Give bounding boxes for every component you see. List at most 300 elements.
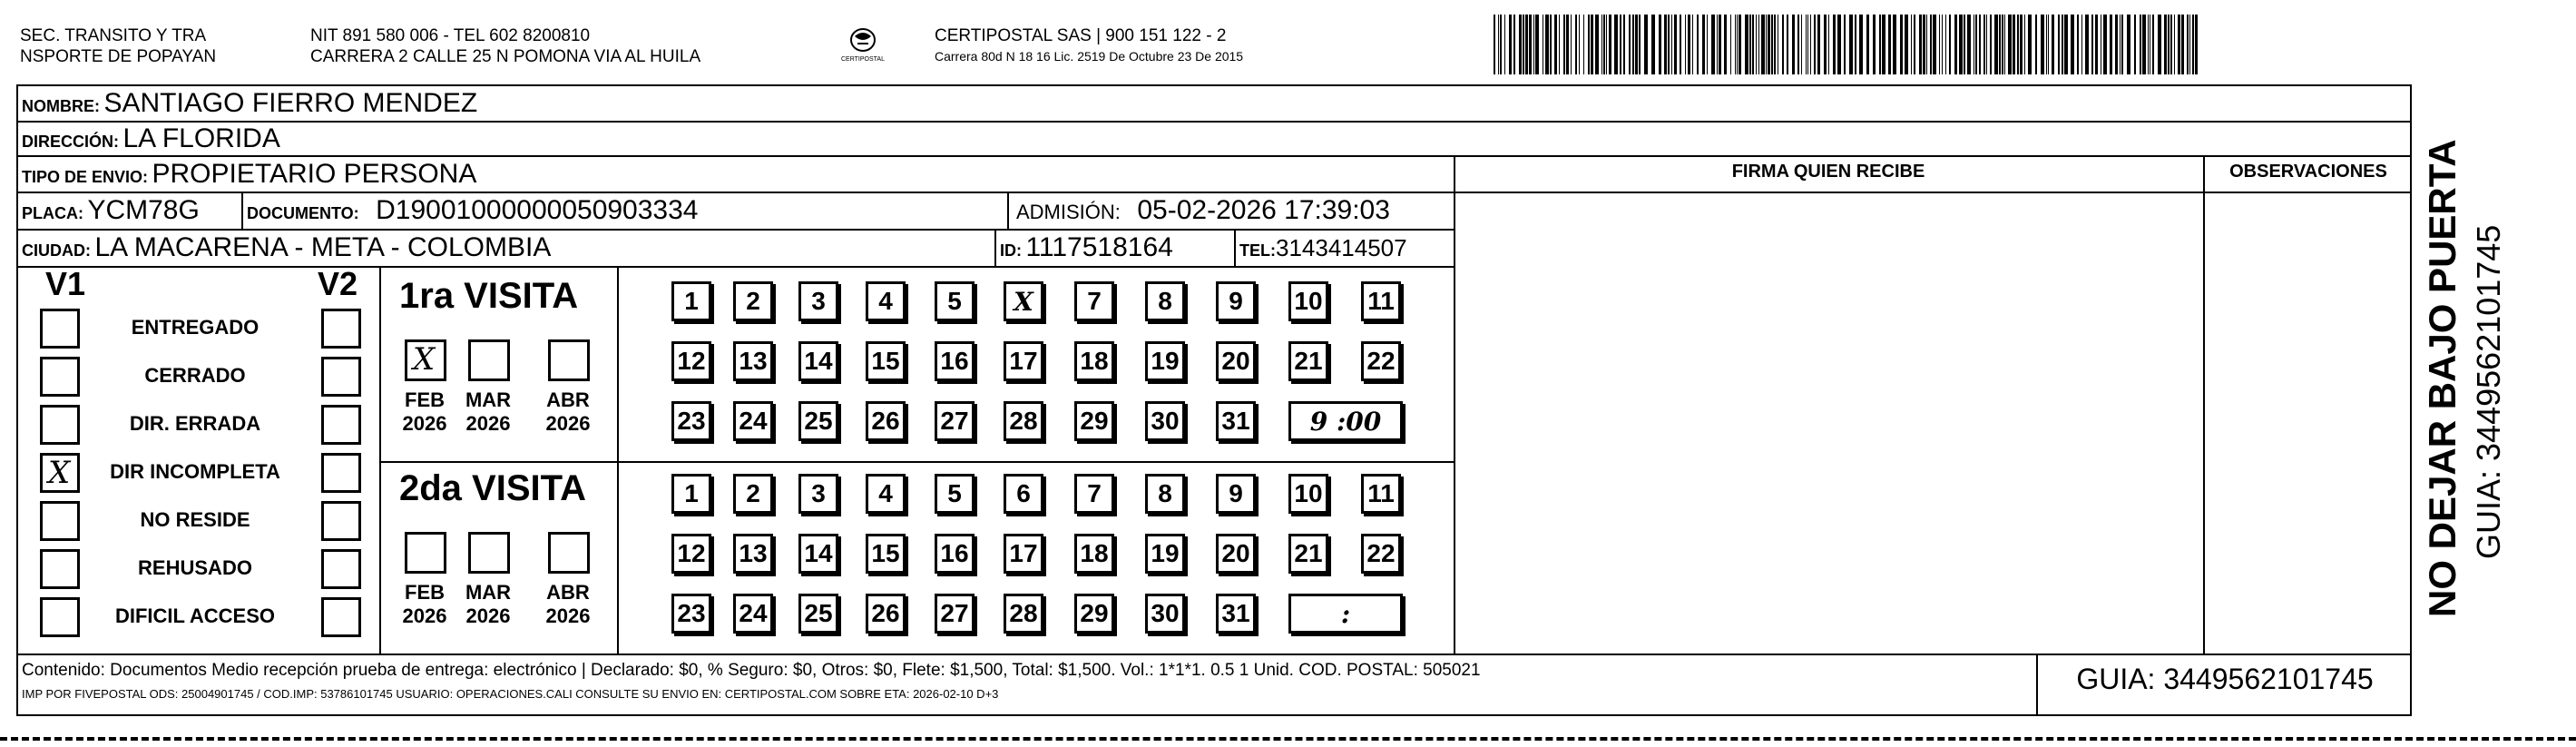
barcode-bar: [2071, 15, 2074, 74]
barcode-bar: [2085, 15, 2089, 74]
tel-row: [1239, 234, 1407, 262]
barcode-bar: [2103, 15, 2107, 74]
barcode-bar: [1571, 15, 1572, 74]
visit1-year-label: 2026: [545, 412, 591, 435]
visit2-day-box[interactable]: 14: [798, 534, 838, 574]
barcode-bar: [2148, 15, 2149, 74]
barcode-bar: [1774, 15, 1776, 74]
barcode-bar: [1967, 15, 1971, 74]
barcode-bar: [1787, 15, 1788, 74]
barcode-bar: [1719, 15, 1721, 74]
barcode: [1494, 15, 2201, 74]
visit1-day-box[interactable]: 7: [1074, 281, 1114, 321]
barcode-bar: [2168, 15, 2170, 74]
divider: [16, 229, 1454, 231]
barcode-bar: [1533, 15, 1534, 74]
visit1-title: 1ra VISITA: [399, 276, 579, 316]
observaciones-label: OBSERVACIONES: [2229, 162, 2387, 182]
visit1-day-box[interactable]: 3: [798, 281, 838, 321]
barcode-bar: [2008, 15, 2012, 74]
visit1-day-box[interactable]: X: [1004, 281, 1043, 321]
visit2-month-label: ABR: [546, 581, 590, 604]
barcode-bar: [1525, 15, 1528, 74]
visit1-day-box[interactable]: 10: [1288, 281, 1328, 321]
divider: [1454, 192, 2412, 193]
visit2-day-box[interactable]: 28: [1004, 594, 1043, 634]
visit1-day-box[interactable]: 15: [866, 341, 906, 381]
visit1-day-box[interactable]: 18: [1074, 341, 1114, 381]
cut-line: [0, 737, 2576, 741]
barcode-bar: [1926, 15, 1927, 74]
barcode-bar: [2120, 15, 2121, 74]
barcode-bar: [1814, 15, 1816, 74]
visit1-month-checkbox[interactable]: [405, 339, 446, 381]
visit1-day-box[interactable]: 30: [1145, 401, 1185, 441]
barcode-bar: [1761, 15, 1765, 74]
barcode-bar: [2024, 15, 2025, 74]
visit1-day-box[interactable]: 17: [1004, 341, 1043, 381]
admision-value: 05-02-2026 17:39:03: [1137, 195, 1390, 225]
visit1-month-checkbox[interactable]: [468, 339, 510, 381]
barcode-bar: [1855, 15, 1856, 74]
visit2-day-box[interactable]: 2: [733, 474, 773, 514]
barcode-bar: [2187, 15, 2189, 74]
barcode-bar: [1579, 15, 1580, 74]
barcode-bar: [1749, 15, 1751, 74]
barcode-bar: [1919, 15, 1922, 74]
barcode-bar: [2004, 15, 2005, 74]
visit1-day-box[interactable]: 8: [1145, 281, 1185, 321]
visit1-day-box[interactable]: 13: [733, 341, 773, 381]
placa-value: YCM78G: [87, 195, 200, 225]
barcode-bar: [1498, 15, 1499, 74]
barcode-bar: [2091, 15, 2093, 74]
barcode-bar: [1893, 15, 1896, 74]
v1-checkbox[interactable]: [40, 549, 80, 589]
barcode-bar: [1609, 15, 1611, 74]
barcode-bar: [2181, 15, 2184, 74]
visit1-day-box[interactable]: 16: [935, 341, 975, 381]
divider: [617, 267, 619, 654]
barcode-bar: [2121, 15, 2123, 74]
documento-value: D19001000000050903334: [376, 195, 699, 225]
firma-label: FIRMA QUIEN RECIBE: [1731, 162, 1925, 182]
barcode-bar: [1644, 15, 1648, 74]
visit2-year-label: 2026: [402, 604, 447, 627]
visit2-day-box[interactable]: 7: [1074, 474, 1114, 514]
status-label: CERRADO: [144, 364, 246, 387]
barcode-bar: [1756, 15, 1757, 74]
visit2-day-box[interactable]: 23: [671, 594, 711, 634]
visit2-day-box[interactable]: 21: [1288, 534, 1328, 574]
divider: [16, 192, 1454, 193]
barcode-bar: [1504, 15, 1505, 74]
barcode-bar: [2002, 15, 2003, 74]
barcode-bar: [1685, 15, 1686, 74]
placa-label: PLACA:: [22, 204, 83, 222]
visit2-day-box[interactable]: 18: [1074, 534, 1114, 574]
status-label: REHUSADO: [138, 556, 252, 579]
barcode-bar: [1545, 15, 1549, 74]
carrier-line-2: Carrera 80d N 18 16 Lic. 2519 De Octubre 23 De 2015: [935, 49, 1244, 64]
divider: [16, 155, 2412, 157]
barcode-bar: [1954, 15, 1957, 74]
visit1-day-box[interactable]: 23: [671, 401, 711, 441]
visit1-month-label: MAR: [465, 388, 512, 411]
status-label: DIR. ERRADA: [129, 412, 261, 435]
id-label: ID:: [1000, 241, 1022, 260]
ciudad-value: LA MACARENA - META - COLOMBIA: [94, 232, 552, 262]
barcode-bar: [1595, 15, 1599, 74]
visit2-day-box[interactable]: 11: [1361, 474, 1401, 514]
visit1-day-box[interactable]: 11: [1361, 281, 1401, 321]
divider: [1007, 192, 1009, 229]
barcode-bar: [1964, 15, 1965, 74]
visit2-day-box[interactable]: 4: [866, 474, 906, 514]
barcode-bar: [1758, 15, 1759, 74]
barcode-bar: [1629, 15, 1631, 74]
barcode-bar: [1888, 15, 1891, 74]
barcode-bar: [1873, 15, 1876, 74]
barcode-bar: [1824, 15, 1827, 74]
barcode-bar: [1513, 15, 1515, 74]
barcode-bar: [2164, 15, 2167, 74]
visit2-day-box[interactable]: 19: [1145, 534, 1185, 574]
barcode-bar: [2158, 15, 2161, 74]
documento-row: [247, 195, 698, 226]
divider: [241, 192, 243, 229]
barcode-bar: [1735, 15, 1736, 74]
barcode-bar: [2046, 15, 2047, 74]
certipostal-logo: [835, 24, 891, 69]
barcode-bar: [1844, 15, 1846, 74]
visit2-day-box[interactable]: 29: [1074, 594, 1114, 634]
barcode-bar: [1739, 15, 1741, 74]
barcode-bar: [2195, 15, 2198, 74]
divider: [1454, 156, 1455, 654]
barcode-bar: [1707, 15, 1708, 74]
visit1-time-box[interactable]: 9 :00: [1288, 401, 1403, 441]
barcode-bar: [1752, 15, 1754, 74]
visit1-day-box[interactable]: 31: [1216, 401, 1256, 441]
barcode-bar: [1975, 15, 1977, 74]
visit1-day-box[interactable]: 27: [935, 401, 975, 441]
visit2-day-box[interactable]: 25: [798, 594, 838, 634]
visit2-day-box[interactable]: 22: [1361, 534, 1401, 574]
barcode-bar: [1554, 15, 1557, 74]
visit1-day-box[interactable]: 22: [1361, 341, 1401, 381]
barcode-bar: [1923, 15, 1925, 74]
admision-row: [1016, 195, 1390, 226]
visit1-month-label: FEB: [405, 388, 445, 411]
tipo-row: [22, 159, 476, 190]
barcode-bar: [1939, 15, 1940, 74]
barcode-bar: [1979, 15, 1981, 74]
barcode-bar: [1659, 15, 1661, 74]
barcode-bar: [1905, 15, 1908, 74]
barcode-bar: [1911, 15, 1912, 74]
v2-checkbox[interactable]: [321, 549, 361, 589]
visit1-day-box[interactable]: 26: [866, 401, 906, 441]
visit1-month-checkbox[interactable]: [548, 339, 590, 381]
barcode-bar: [2013, 15, 2015, 74]
footer-line-2: IMP POR FIVEPOSTAL ODS: 25004901745 / COD.IMP: 53786101745 USUARIO: OPERACIONES.CALI CONSULTE SU ENVIO EN: CERTIPOSTAL.COM SOBRE ETA: 2026-02-10 D+3: [22, 687, 999, 701]
barcode-bar: [1983, 15, 1985, 74]
divider: [379, 267, 381, 654]
visit1-day-box[interactable]: 21: [1288, 341, 1328, 381]
barcode-bar: [1651, 15, 1655, 74]
tipo-value: PROPIETARIO PERSONA: [152, 159, 477, 189]
barcode-bar: [1606, 15, 1607, 74]
divider: [2203, 156, 2205, 654]
visit1-day-box[interactable]: 24: [733, 401, 773, 441]
barcode-bar: [1529, 15, 1532, 74]
tipo-label: TIPO DE ENVIO:: [22, 168, 149, 186]
ciudad-label: CIUDAD:: [22, 241, 91, 260]
visit2-month-checkbox[interactable]: [468, 532, 510, 574]
visit2-day-box[interactable]: 5: [935, 474, 975, 514]
visit2-day-box[interactable]: 17: [1004, 534, 1043, 574]
barcode-bar: [2077, 15, 2079, 74]
visit1-year-label: 2026: [465, 412, 511, 435]
barcode-bar: [1614, 15, 1618, 74]
v2-label: V2: [318, 265, 358, 302]
barcode-bar: [1737, 15, 1738, 74]
divider: [381, 461, 1454, 463]
visit1-day-box[interactable]: 5: [935, 281, 975, 321]
visit2-day-box[interactable]: 6: [1004, 474, 1043, 514]
v1-checkbox[interactable]: [40, 309, 80, 349]
visit1-day-box[interactable]: 2: [733, 281, 773, 321]
divider: [16, 121, 2412, 123]
barcode-bar: [1807, 15, 1808, 74]
visit2-day-box[interactable]: 26: [866, 594, 906, 634]
v2-checkbox[interactable]: [321, 309, 361, 349]
barcode-bar: [1810, 15, 1811, 74]
barcode-bar: [2020, 15, 2023, 74]
barcode-bar: [1828, 15, 1829, 74]
barcode-bar: [1697, 15, 1699, 74]
divider: [994, 230, 996, 266]
visit1-day-box[interactable]: 28: [1004, 401, 1043, 441]
barcode-bar: [2192, 15, 2194, 74]
visit2-day-box[interactable]: 27: [935, 594, 975, 634]
barcode-bar: [1806, 15, 1807, 74]
id-row: [1000, 232, 1173, 263]
barcode-bar: [1766, 15, 1767, 74]
barcode-bar: [1601, 15, 1602, 74]
divider: [16, 654, 2412, 655]
side-guia: GUIA: 3449562101745: [2470, 224, 2507, 559]
barcode-bar: [2052, 15, 2054, 74]
visit2-month-label: FEB: [405, 581, 445, 604]
visit2-day-box[interactable]: 30: [1145, 594, 1185, 634]
visit1-day-box[interactable]: 1: [671, 281, 711, 321]
barcode-bar: [1674, 15, 1677, 74]
barcode-bar: [1632, 15, 1634, 74]
barcode-bar: [1771, 15, 1773, 74]
barcode-bar: [1879, 15, 1881, 74]
status-label: ENTREGADO: [131, 316, 260, 339]
barcode-bar: [2095, 15, 2098, 74]
visit2-time-box[interactable]: :: [1288, 594, 1403, 634]
visit2-day-box[interactable]: 12: [671, 534, 711, 574]
v2-checkbox[interactable]: [321, 453, 361, 493]
barcode-bar: [1914, 15, 1915, 74]
barcode-bar: [1668, 15, 1670, 74]
barcode-bar: [2189, 15, 2190, 74]
nit-line-2: CARRERA 2 CALLE 25 N POMONA VIA AL HUILA: [310, 47, 701, 66]
visit2-day-box[interactable]: 31: [1216, 594, 1256, 634]
barcode-bar: [1866, 15, 1869, 74]
nombre-value: SANTIAGO FIERRO MENDEZ: [103, 88, 478, 118]
v2-checkbox[interactable]: [321, 405, 361, 445]
barcode-bar: [1623, 15, 1625, 74]
barcode-bar: [1949, 15, 1951, 74]
barcode-bar: [1664, 15, 1667, 74]
barcode-bar: [1588, 15, 1590, 74]
sender-line-1: SEC. TRANSITO Y TRA: [20, 26, 207, 45]
barcode-bar: [1494, 15, 1495, 74]
footer-line-1: Contenido: Documentos Medio recepción prueba de entrega: electrónico | Declarado: $0, % Seguro: $0, Otros: $0, Flete: $1,500, Total: $1,500. Vol.: 1*1*1. 0.5 1 Unid. COD. POSTAL: 505021: [22, 661, 1481, 680]
barcode-bar: [1566, 15, 1569, 74]
barcode-bar: [1859, 15, 1863, 74]
visit2-day-box[interactable]: 16: [935, 534, 975, 574]
barcode-bar: [2081, 15, 2082, 74]
barcode-bar: [1680, 15, 1681, 74]
barcode-bar: [2127, 15, 2130, 74]
barcode-bar: [1817, 15, 1820, 74]
barcode-bar: [1959, 15, 1963, 74]
direccion-label: DIRECCIÓN:: [22, 133, 119, 151]
v1-checkbox[interactable]: [40, 357, 80, 397]
v1-checkbox[interactable]: [40, 597, 80, 637]
barcode-bar: [2134, 15, 2136, 74]
direccion-value: LA FLORIDA: [122, 123, 280, 153]
barcode-bar: [1745, 15, 1748, 74]
footer-guia: GUIA: 3449562101745: [2076, 663, 2374, 695]
visit1-day-box[interactable]: 9: [1216, 281, 1256, 321]
barcode-bar: [1717, 15, 1718, 74]
barcode-bar: [2142, 15, 2146, 74]
barcode-bar: [2140, 15, 2141, 74]
barcode-bar: [1933, 15, 1936, 74]
barcode-bar: [1583, 15, 1584, 74]
visit2-year-label: 2026: [545, 604, 591, 627]
visit1-day-box[interactable]: 20: [1216, 341, 1256, 381]
barcode-bar: [1603, 15, 1605, 74]
nit-line-1: NIT 891 580 006 - TEL 602 8200810: [310, 26, 591, 45]
barcode-bar: [2064, 15, 2068, 74]
barcode-bar: [2178, 15, 2180, 74]
visit1-year-label: 2026: [402, 412, 447, 435]
visit2-day-box[interactable]: 20: [1216, 534, 1256, 574]
barcode-bar: [1945, 15, 1946, 74]
barcode-bar: [1563, 15, 1565, 74]
visit1-day-box[interactable]: 14: [798, 341, 838, 381]
barcode-bar: [1724, 15, 1727, 74]
visit1-day-box[interactable]: 19: [1145, 341, 1185, 381]
visit2-day-box[interactable]: 10: [1288, 474, 1328, 514]
visit1-day-box[interactable]: 12: [671, 341, 711, 381]
barcode-bar: [1500, 15, 1502, 74]
v2-checkbox[interactable]: [321, 357, 361, 397]
barcode-bar: [1990, 15, 1992, 74]
barcode-bar: [1559, 15, 1560, 74]
barcode-bar: [2110, 15, 2112, 74]
v1-checkbox[interactable]: [40, 405, 80, 445]
barcode-bar: [1801, 15, 1802, 74]
barcode-bar: [1620, 15, 1621, 74]
divider: [16, 266, 1454, 268]
ciudad-row: [22, 232, 551, 263]
visit2-day-box[interactable]: 13: [733, 534, 773, 574]
barcode-bar: [2035, 15, 2037, 74]
visit2-day-box[interactable]: 3: [798, 474, 838, 514]
side-warning: NO DEJAR BAJO PUERTA: [2421, 139, 2463, 617]
documento-label: DOCUMENTO:: [247, 204, 359, 222]
barcode-bar: [1635, 15, 1638, 74]
v1-label: V1: [45, 265, 86, 302]
barcode-bar: [1575, 15, 1577, 74]
barcode-bar: [1591, 15, 1593, 74]
x-mark: X: [48, 455, 71, 491]
visit1-day-box[interactable]: 4: [866, 281, 906, 321]
visit2-day-box[interactable]: 9: [1216, 474, 1256, 514]
barcode-bar: [2048, 15, 2049, 74]
visit1-day-box[interactable]: 25: [798, 401, 838, 441]
barcode-bar: [1519, 15, 1522, 74]
barcode-bar: [2058, 15, 2060, 74]
visit2-day-box[interactable]: 8: [1145, 474, 1185, 514]
v2-checkbox[interactable]: [321, 597, 361, 637]
barcode-bar: [2170, 15, 2172, 74]
v2-checkbox[interactable]: [321, 501, 361, 541]
visit2-day-box[interactable]: 15: [866, 534, 906, 574]
barcode-bar: [1994, 15, 1998, 74]
barcode-bar: [2062, 15, 2063, 74]
visit2-title: 2da VISITA: [399, 468, 586, 508]
barcode-bar: [1768, 15, 1770, 74]
visit2-month-checkbox[interactable]: [405, 532, 446, 574]
barcode-bar: [1882, 15, 1885, 74]
visit2-year-label: 2026: [465, 604, 511, 627]
barcode-bar: [1999, 15, 2001, 74]
barcode-bar: [1797, 15, 1799, 74]
barcode-bar: [2152, 15, 2154, 74]
v1-checkbox[interactable]: [40, 501, 80, 541]
barcode-bar: [1930, 15, 1932, 74]
admision-label: ADMISIÓN:: [1016, 201, 1121, 223]
visit2-day-box[interactable]: 1: [671, 474, 711, 514]
barcode-bar: [1509, 15, 1512, 74]
barcode-bar: [1550, 15, 1552, 74]
barcode-bar: [2017, 15, 2019, 74]
status-label: NO RESIDE: [140, 508, 250, 531]
barcode-bar: [1692, 15, 1693, 74]
visit2-day-box[interactable]: 24: [733, 594, 773, 634]
x-mark: X: [413, 341, 436, 378]
barcode-bar: [2115, 15, 2118, 74]
divider: [1234, 230, 1236, 266]
direccion-row: [22, 123, 280, 154]
visit2-month-checkbox[interactable]: [548, 532, 590, 574]
nombre-row: [22, 88, 477, 119]
visit1-day-box[interactable]: 29: [1074, 401, 1114, 441]
barcode-bar: [1535, 15, 1539, 74]
tel-value: 3143414507: [1276, 234, 1407, 261]
v1-checkbox[interactable]: [40, 453, 80, 493]
